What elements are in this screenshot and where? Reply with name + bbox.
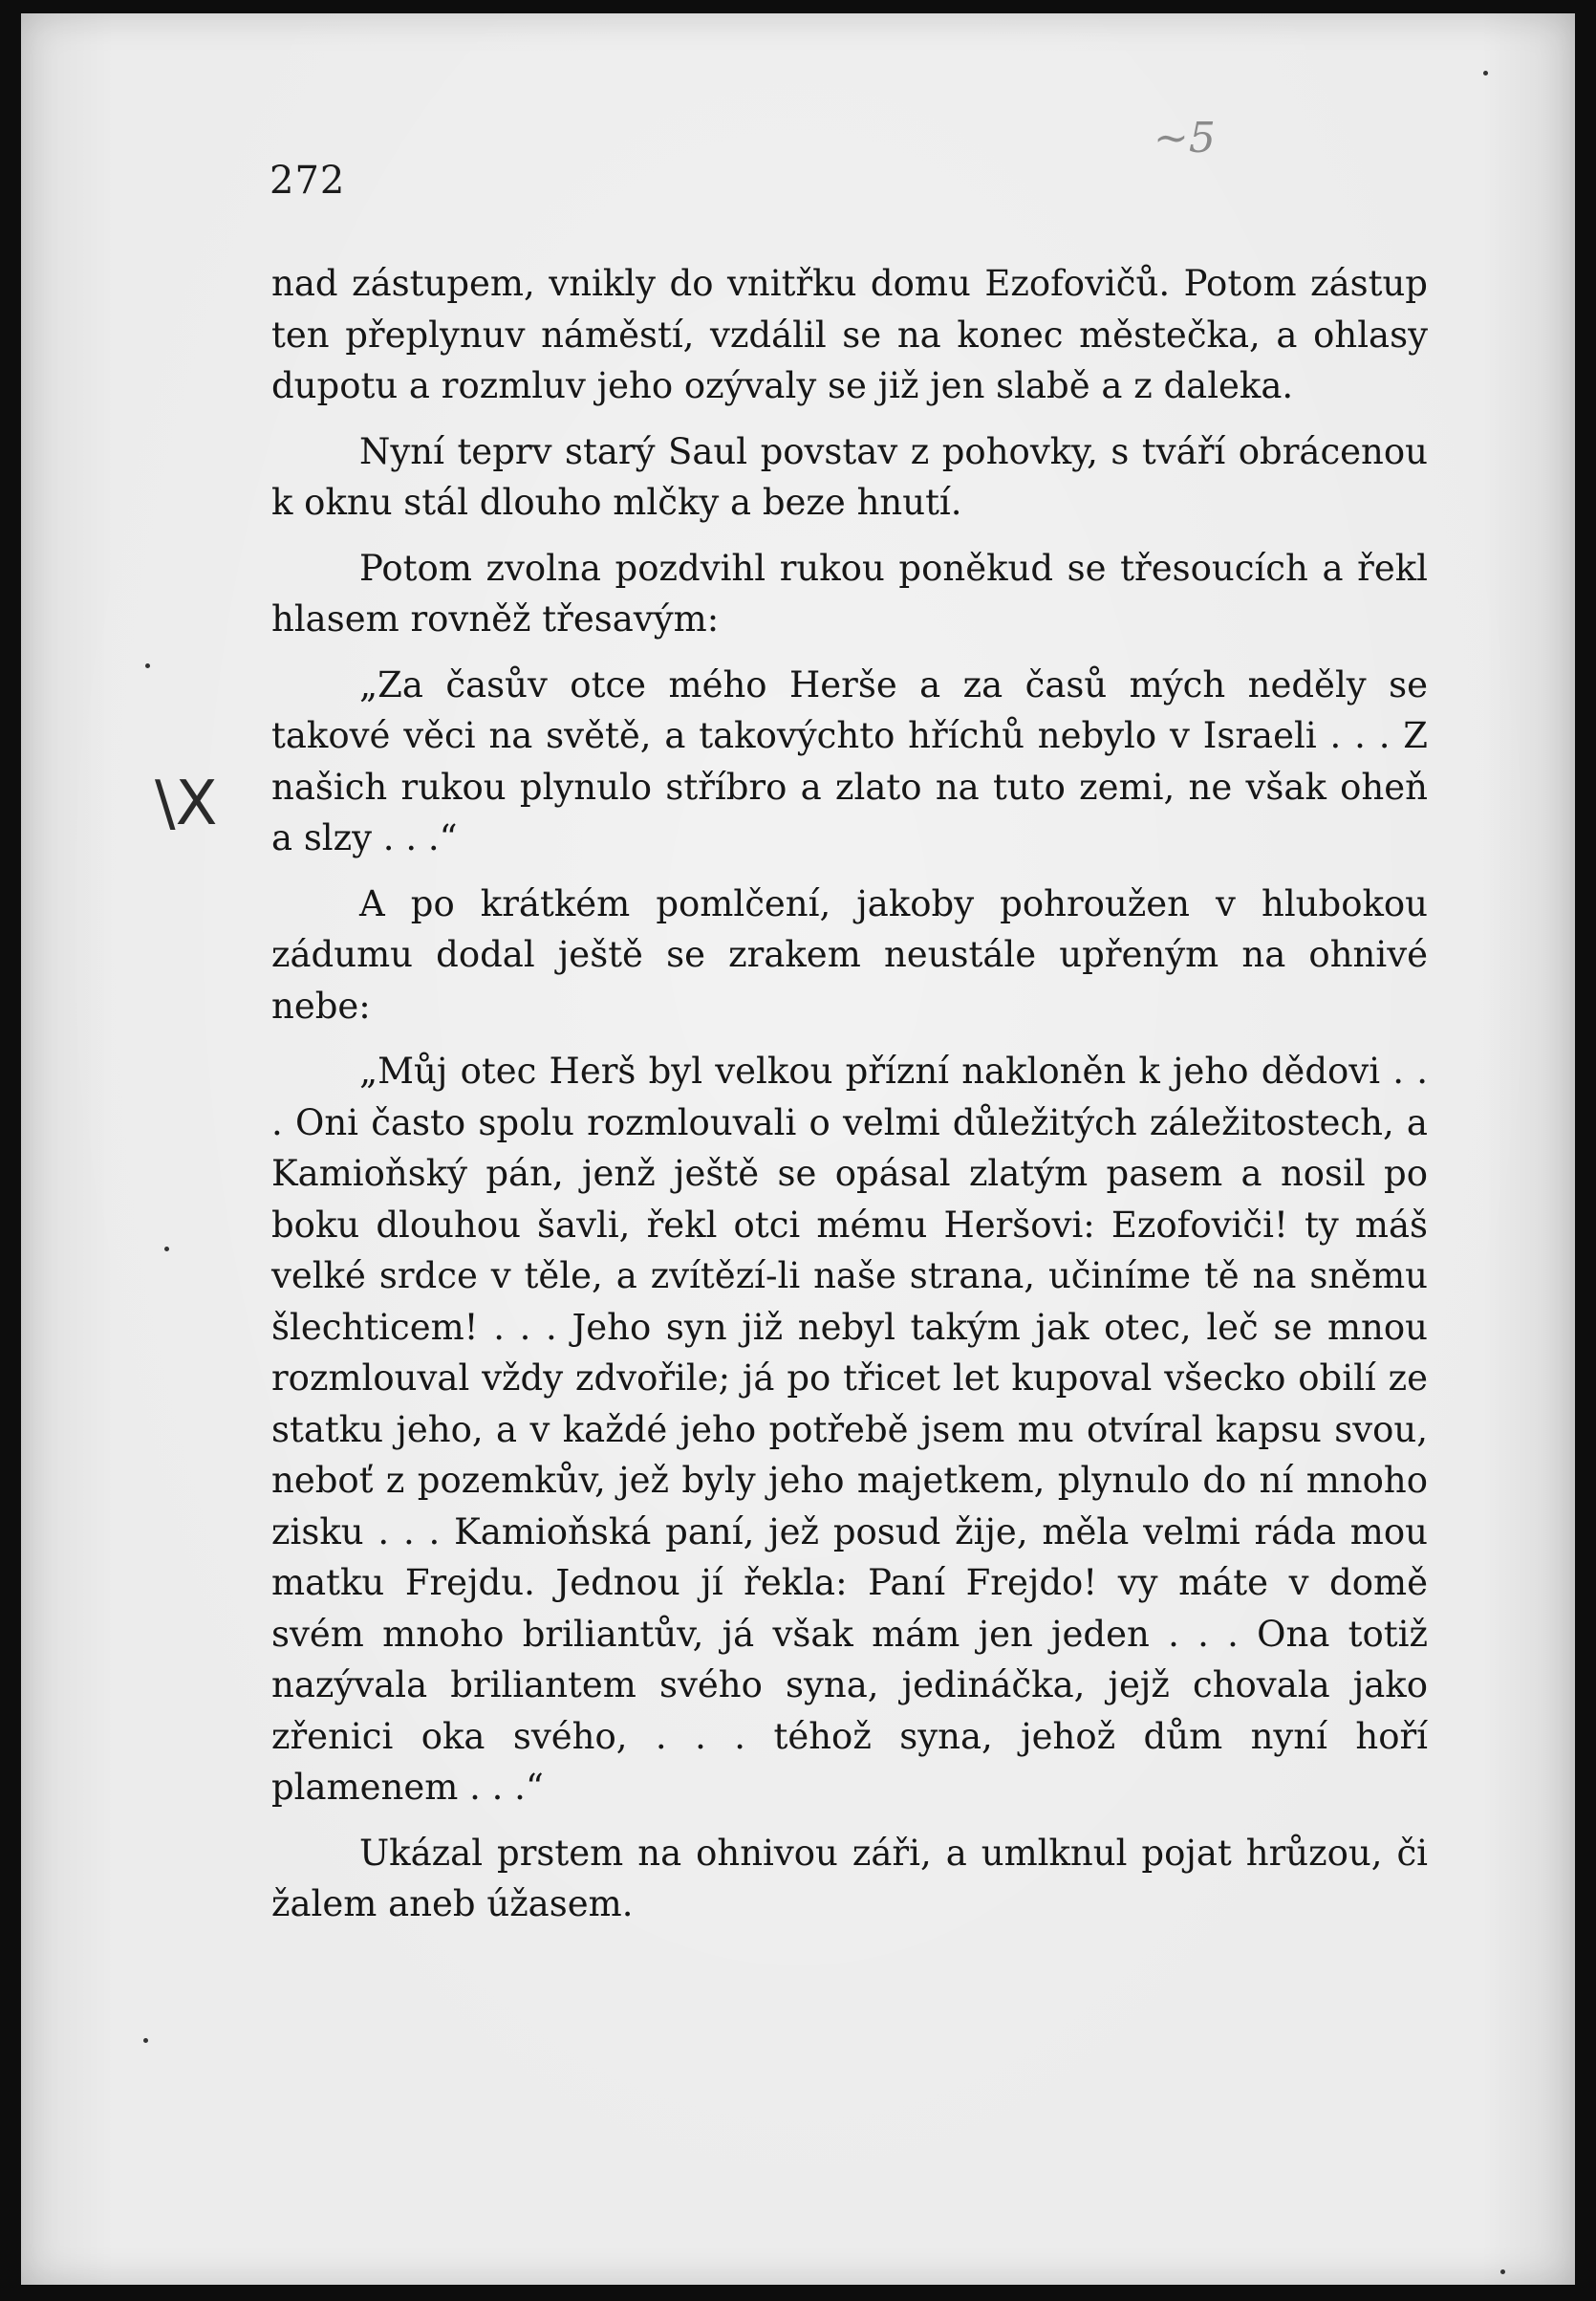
- dust-speck: [143, 2038, 148, 2043]
- paragraph: nad zástupem, vnikly do vnitřku domu Ezofovičů. Potom zástup ten přeplynuv náměstí, vzdálil se na konec městečka, a ohlasy dupotu a rozmluv jeho ozývaly se již jen slabě a z daleka.: [271, 263, 1428, 406]
- paragraph: „Můj otec Herš byl velkou přízní nakloněn k jeho dědovi . . . Oni často spolu rozmlouvali o velmi důležitých záležitostech, a Kamioňský pán, jenž ještě se opásal zlatým pasem a nosil po boku dlouhou šavli, řekl otci mému Heršovi: Ezofoviči! ty máš velké srdce v těle, a zvítězí-li naše strana, učiníme tě na sněmu šlechticem! . . . Jeho syn již nebyl takým jak otec, leč se mnou rozmlouval vždy zdvořile; já po třicet let kupoval všecko obilí ze statku jeho, a v každé jeho potřebě jsem mu otvíral kapsu svou, neboť z pozemkův, jež byly jeho majetkem, plynulo do ní mnoho zisku . . . Kamioňská paní, jež posud žije, měla velmi ráda mou matku Frejdu. Jednou jí řekla: Paní Frejdo! vy máte v domě svém mnoho briliantův, já však mám jen jeden . . . Ona totiž nazývala briliantem svého syna, jedináčka, jejž chovala jako zřenici oka svého, . . . téhož syna, jehož dům nyní hoří plamenem . . .“: [271, 1051, 1428, 1808]
- dust-speck: [145, 663, 150, 668]
- page-number: 272: [270, 159, 346, 203]
- paragraph: Ukázal prstem na ohnivou záři, a umlknul pojat hrůzou, či žalem aneb úžasem.: [271, 1832, 1428, 1924]
- paragraph: „Za časův otce mého Herše a za časů mých neděly se takové věci na světě, a takovýchto hříchů nebylo v Israeli . . . Z našich rukou plynulo stříbro a zlato na tuto zemi, ne však oheň a slzy . . .“: [271, 663, 1428, 858]
- pencil-annotation: ~5: [1154, 114, 1216, 163]
- dust-speck: [164, 1247, 169, 1251]
- paragraph: Potom zvolna pozdvihl rukou poněkud se třesoucích a řekl hlasem rovněž třesavým:: [271, 547, 1428, 640]
- margin-annotation-mark: \X: [155, 769, 218, 839]
- body-text: [271, 258, 1428, 1930]
- dust-speck: [1500, 2269, 1505, 2274]
- dust-speck: [1483, 71, 1488, 76]
- book-page: [21, 13, 1575, 2285]
- paragraph: A po krátkém pomlčení, jakoby pohroužen v hlubokou zádumu dodal ještě se zrakem neustále upřeným na ohnivé nebe:: [271, 882, 1428, 1027]
- paragraph: Nyní teprv starý Saul povstav z pohovky, s tváří obrácenou k oknu stál dlouho mlčky a beze hnutí.: [271, 430, 1428, 523]
